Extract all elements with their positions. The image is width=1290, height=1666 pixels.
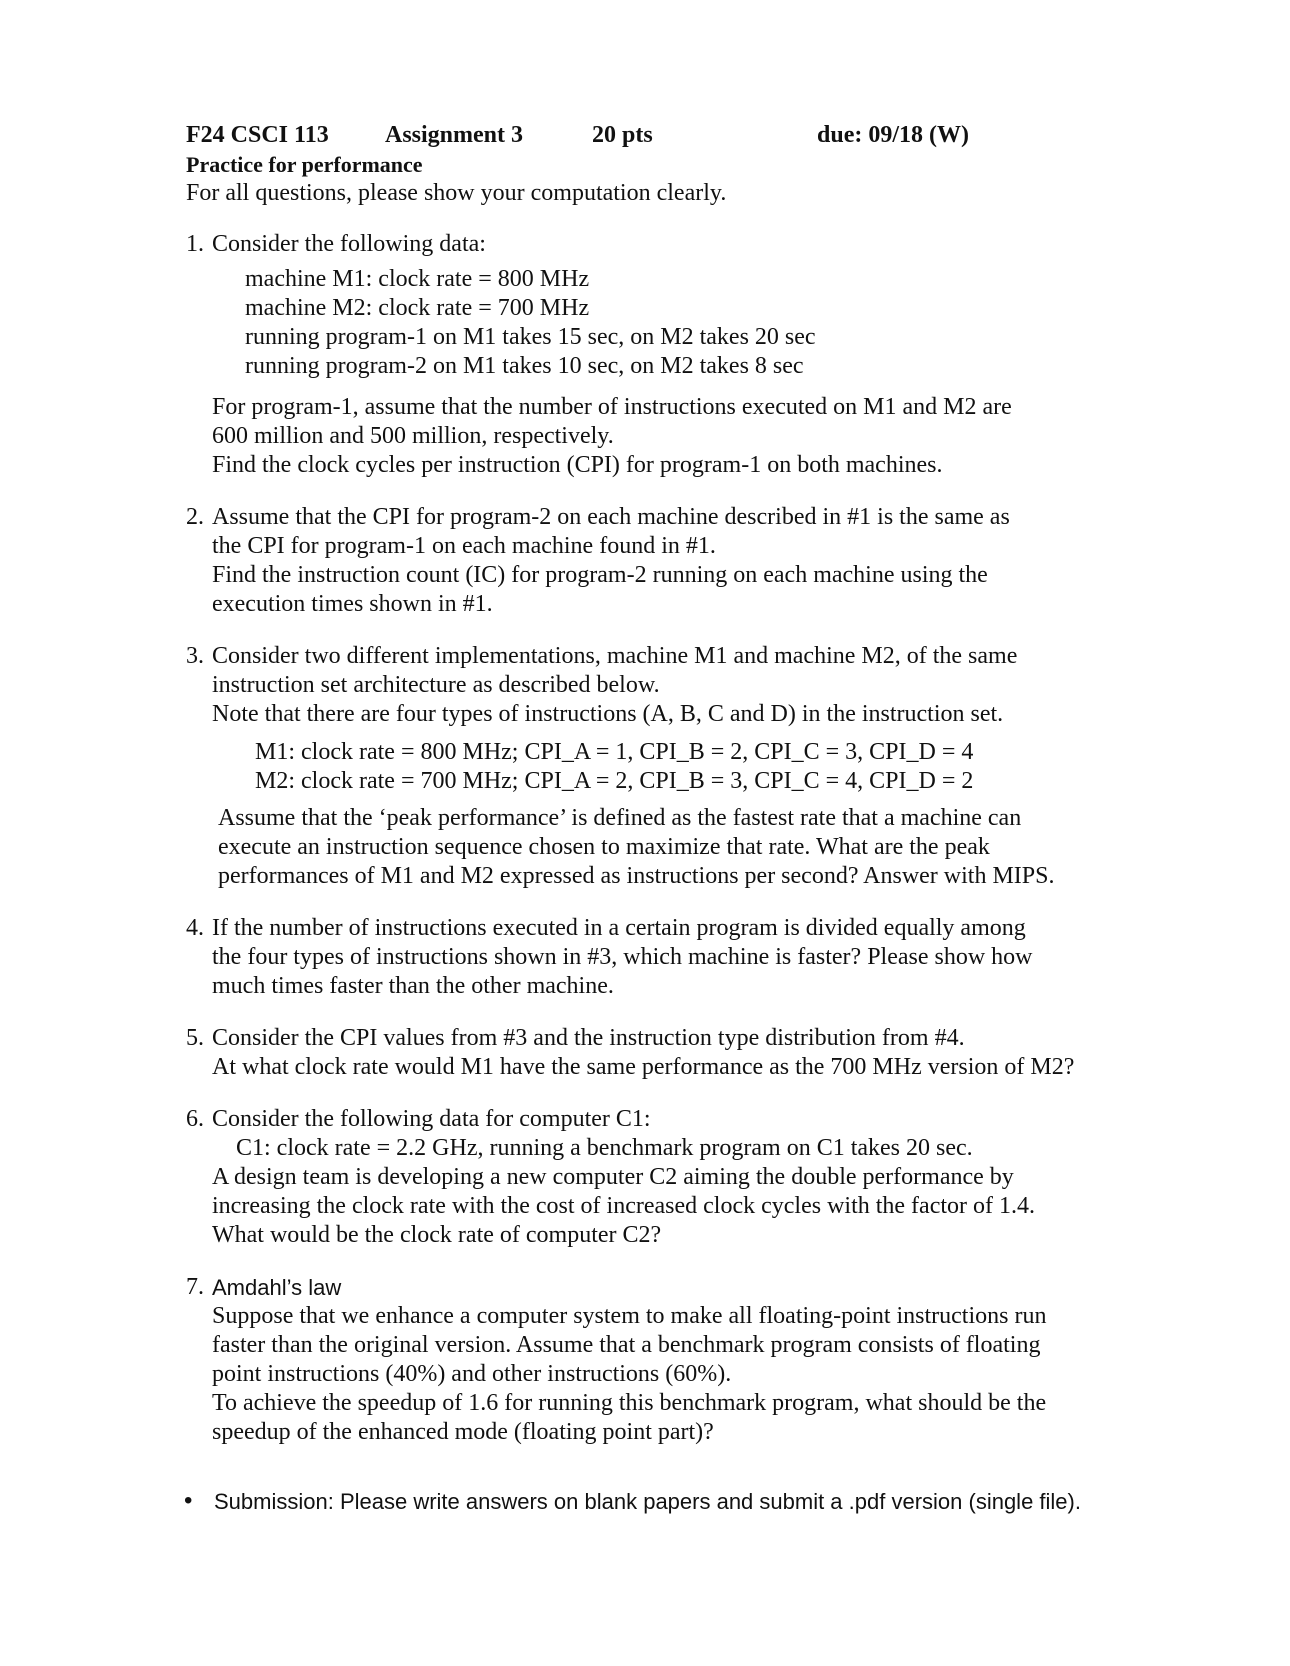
question-7 bbox=[186, 1273, 1186, 1447]
header-row bbox=[186, 121, 1186, 151]
subtitle: Practice for performance bbox=[186, 152, 423, 177]
question-4 bbox=[186, 914, 1186, 1001]
question-line: increasing the clock rate with the cost of increased clock cycles with the factor of 1.4. bbox=[212, 1193, 1036, 1219]
question-line: speedup of the enhanced mode (floating point part)? bbox=[212, 1419, 714, 1445]
body-line: Assume that the ‘peak performance’ is defined as the fastest rate that a machine can bbox=[218, 805, 1022, 831]
body-line: Find the clock cycles per instruction (CPI) for program-1 on both machines. bbox=[212, 452, 943, 478]
question-body bbox=[212, 804, 1186, 891]
body-line: 600 million and 500 million, respectively. bbox=[212, 423, 614, 449]
question-line: Consider the CPI values from #3 and the instruction type distribution from #4. bbox=[212, 1025, 965, 1051]
question-number: 2. bbox=[186, 504, 204, 530]
question-line: If the number of instructions executed in a certain program is divided equally among bbox=[212, 915, 1026, 941]
question-number: 7. bbox=[186, 1274, 204, 1300]
assignment-title: Assignment 3 bbox=[385, 122, 524, 148]
body-line: execute an instruction sequence chosen to maximize that rate. What are the peak bbox=[218, 834, 990, 860]
question-line: A design team is developing a new computer C2 aiming the double performance by bbox=[212, 1164, 1014, 1190]
body-line: performances of M1 and M2 expressed as instructions per second? Answer with MIPS. bbox=[218, 863, 1055, 889]
question-1 bbox=[186, 230, 1186, 480]
question-number: 4. bbox=[186, 915, 204, 941]
data-line: M1: clock rate = 800 MHz; CPI_A = 1, CPI_B = 2, CPI_C = 3, CPI_D = 4 bbox=[255, 739, 974, 765]
question-line: much times faster than the other machine. bbox=[212, 973, 614, 999]
question-data bbox=[245, 265, 1186, 381]
data-line: machine M1: clock rate = 800 MHz bbox=[245, 266, 590, 292]
question-5 bbox=[186, 1024, 1186, 1082]
data-line: running program-1 on M1 takes 15 sec, on M2 takes 20 sec bbox=[245, 324, 816, 350]
question-line: Find the instruction count (IC) for program-2 running on each machine using the bbox=[212, 562, 988, 588]
assignment-document bbox=[186, 121, 1186, 1516]
question-number: 1. bbox=[186, 231, 204, 257]
submission-note bbox=[186, 1487, 1186, 1516]
question-6 bbox=[186, 1105, 1186, 1250]
points: 20 pts bbox=[592, 122, 653, 148]
question-number: 5. bbox=[186, 1025, 204, 1051]
question-line: Consider two different implementations, machine M1 and machine M2, of the same bbox=[212, 643, 1018, 669]
instructions: For all questions, please show your computation clearly. bbox=[186, 180, 727, 206]
data-line: M2: clock rate = 700 MHz; CPI_A = 2, CPI_B = 3, CPI_C = 4, CPI_D = 2 bbox=[255, 768, 974, 794]
question-title: Amdahl’s law bbox=[212, 1275, 342, 1300]
question-line: To achieve the speedup of 1.6 for running this benchmark program, what should be the bbox=[212, 1390, 1047, 1416]
question-line: Assume that the CPI for program-2 on each machine described in #1 is the same as bbox=[212, 504, 1010, 530]
question-data bbox=[255, 738, 1186, 796]
body-line: For program-1, assume that the number of instructions executed on M1 and M2 are bbox=[212, 394, 1012, 420]
question-line: Note that there are four types of instructions (A, B, C and D) in the instruction set. bbox=[212, 701, 1004, 727]
due-date: due: 09/18 (W) bbox=[817, 122, 969, 148]
question-line: Consider the following data for computer C1: bbox=[212, 1106, 651, 1132]
data-line: running program-2 on M1 takes 10 sec, on M2 takes 8 sec bbox=[245, 353, 804, 379]
question-lead: Consider the following data: bbox=[212, 231, 486, 257]
question-line: Suppose that we enhance a computer system to make all floating-point instructions run bbox=[212, 1303, 1047, 1329]
question-number: 6. bbox=[186, 1106, 204, 1132]
question-3 bbox=[186, 642, 1186, 891]
question-body bbox=[212, 393, 1186, 480]
course-code: F24 CSCI 113 bbox=[186, 122, 329, 148]
data-line: machine M2: clock rate = 700 MHz bbox=[245, 295, 590, 321]
question-line: What would be the clock rate of computer C2? bbox=[212, 1222, 662, 1248]
question-number: 3. bbox=[186, 643, 204, 669]
bullet-icon: • bbox=[184, 1487, 193, 1514]
submission-text: Submission: Please write answers on blank papers and submit a .pdf version (single file). bbox=[214, 1489, 1081, 1514]
question-line: At what clock rate would M1 have the same performance as the 700 MHz version of M2? bbox=[212, 1054, 1075, 1080]
question-line: point instructions (40%) and other instructions (60%). bbox=[212, 1361, 732, 1387]
question-2 bbox=[186, 503, 1186, 619]
question-line: faster than the original version. Assume that a benchmark program consists of floating bbox=[212, 1332, 1041, 1358]
question-line: the four types of instructions shown in #3, which machine is faster? Please show how bbox=[212, 944, 1033, 970]
question-data-line: C1: clock rate = 2.2 GHz, running a benchmark program on C1 takes 20 sec. bbox=[236, 1135, 973, 1161]
question-line: execution times shown in #1. bbox=[212, 591, 493, 617]
question-line: the CPI for program-1 on each machine found in #1. bbox=[212, 533, 716, 559]
question-line: instruction set architecture as described below. bbox=[212, 672, 660, 698]
